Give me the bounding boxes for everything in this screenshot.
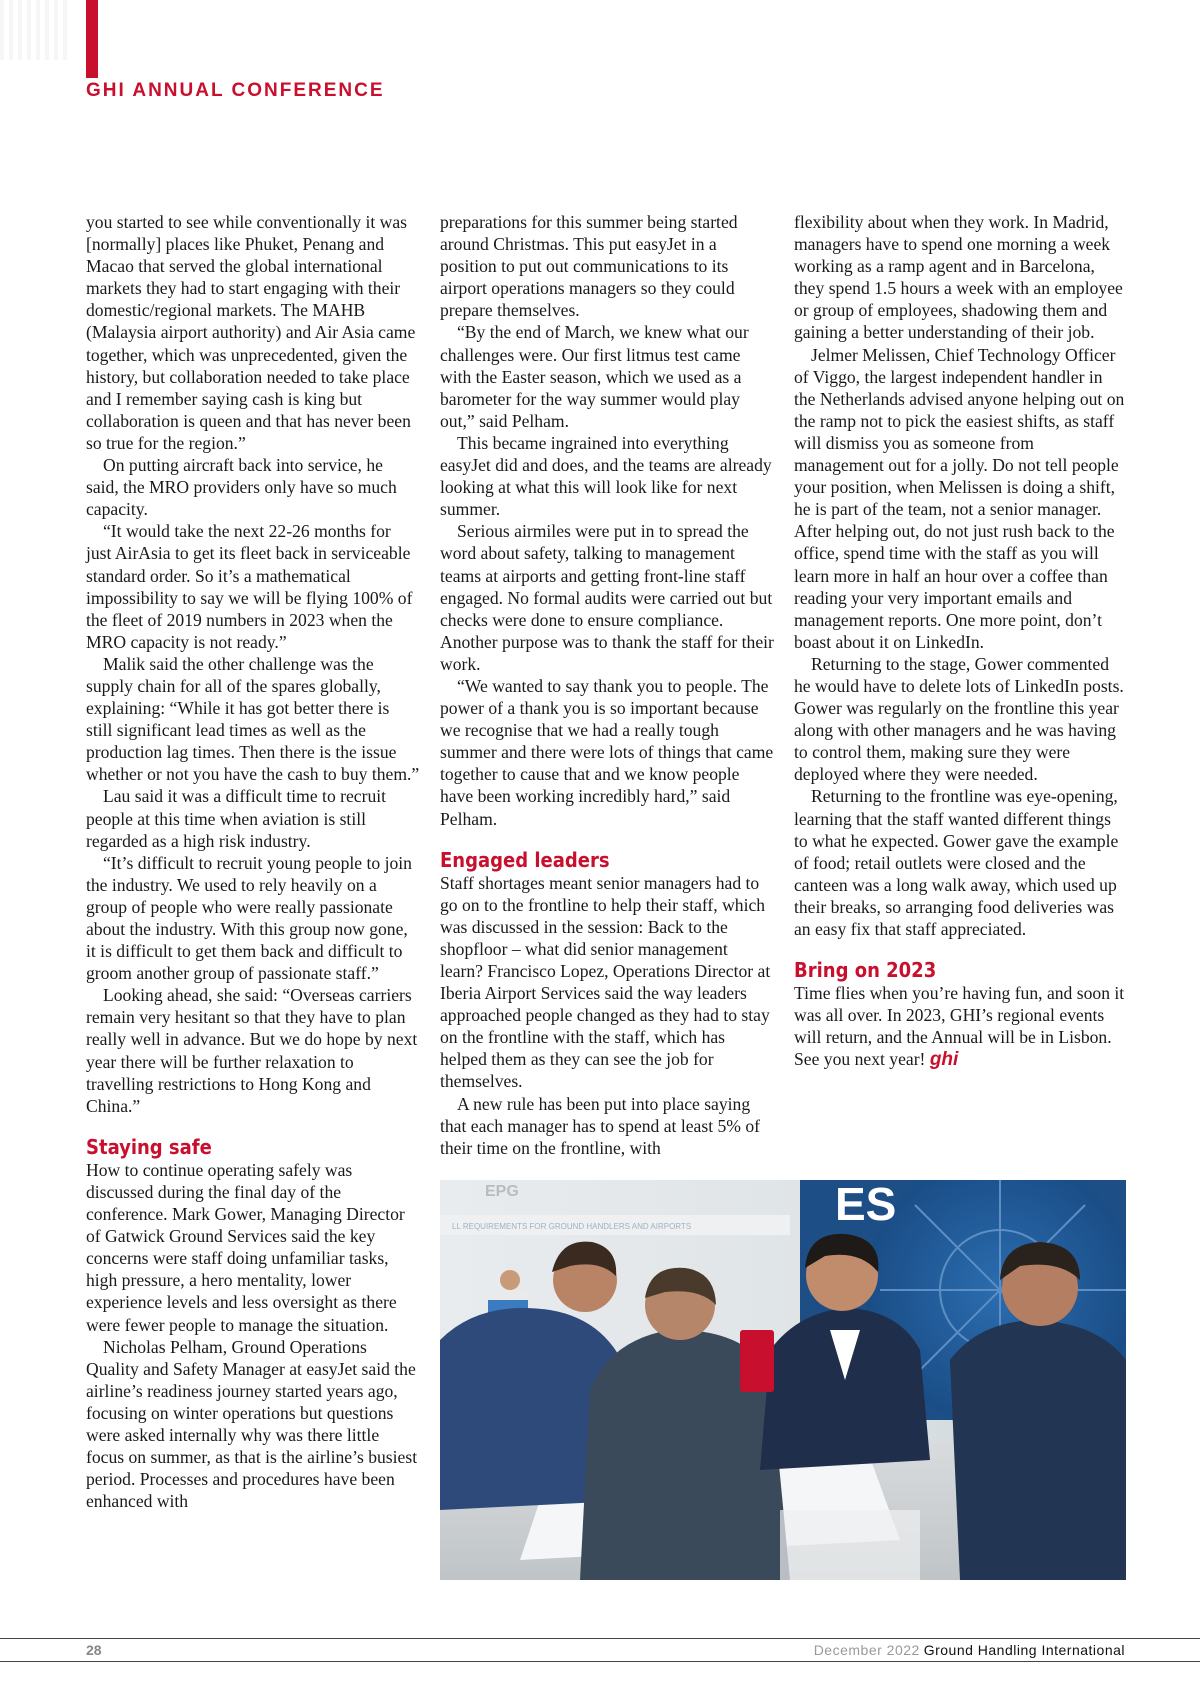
paragraph: flexibility about when they work. In Madrid, managers have to spend one morning a week working as a ramp agent and in Barcelona, they spend 1.5 hours a week with an employee or group of employees, shadowing them and gaining a better understanding of their job.	[794, 212, 1123, 343]
booth-logo-text: ES	[835, 1180, 897, 1230]
background-person-head	[500, 1270, 520, 1290]
paragraph: “It’s difficult to recruit young people to join the industry. We used to rely heavily on a group of people who were really passionate about the industry. With this group now gone, it is difficult to get them back and difficult to groom another group of passionate staff.”	[86, 852, 412, 984]
magazine-title: Ground Handling International	[923, 1642, 1125, 1658]
brochure	[740, 1330, 774, 1392]
issue-date: December 2022	[813, 1642, 920, 1658]
paragraph: you started to see while conventionally it was [normally] places like Phuket, Penang and Macao that served the global international markets they had to start engaging with their domestic/regional markets. The MAHB (Malaysia airport authority) and Air Asia came together, which was unprecedented, given the history, but collaboration needed to take place and I remember saying cash is king but collaboration is queen and that has never been so true for the region.”	[86, 212, 416, 453]
paragraph: Serious airmiles were put in to spread the word about safety, talking to management teams at airports and getting front-line staff engaged. No formal audits were carried out but checks were done to ensure compliance. Another purpose was to thank the staff for their work.	[440, 521, 774, 674]
conference-photo-illustration	[440, 1180, 1126, 1580]
subheading-staying-safe: Staying safe	[86, 1134, 212, 1159]
footer-rule-top	[0, 1638, 1200, 1639]
paragraph: Malik said the other challenge was the supply chain for all of the spares globally, explaining: “While it has got better there is still significant lead times as well as the production lag times. Then there is the issue whether or not you have the cash to buy them.”	[86, 653, 420, 785]
paragraph: Jelmer Melissen, Chief Technology Officer of Viggo, the largest independent handler in the Netherlands advised anyone helping out on the ramp not to pick the easiest shifts, as staff will dismiss you as someone from management out for a jolly. Do not tell people your position, when Melissen is doing a shift, he is part of the team, not a senior manager. After helping out, do not just rush back to the office, spend time with the staff as you will learn more in half an hour over a coffee than reading your very important emails and management reports. One more point, don’t boast about it on LinkedIn.	[794, 344, 1125, 652]
paragraph: preparations for this summer being started around Christmas. This put easyJet in a position to put out communications to its airport operations managers so they could prepare themselves.	[440, 212, 738, 321]
paragraph: “By the end of March, we knew what our challenges were. Our first litmus test came with the Easter season, which we used as a barometer for the way summer would play out,” said Pelham.	[440, 322, 749, 431]
subheading-engaged-leaders: Engaged leaders	[440, 847, 610, 872]
paragraph: Returning to the stage, Gower commented he would have to delete lots of LinkedIn posts. Gower was regularly on the frontline this year along with other managers and he was having to control them, making sure they were deployed where they were needed.	[794, 653, 1124, 785]
foreground-chair	[780, 1510, 920, 1580]
banner-text: LL REQUIREMENTS FOR GROUND HANDLERS AND AIRPORTS	[452, 1222, 692, 1231]
paragraph: “It would take the next 22-26 months for just AirAsia to get its fleet back in serviceable standard order. So it’s a mathematical impossibility to say we will be flying 100% of the fleet of 2019 numbers in 2023 when the MRO capacity is not ready.”	[86, 521, 413, 652]
paragraph: How to continue operating safely was discussed during the final day of the conference. Mark Gower, Managing Director of Gatwick Ground Services said the key concerns were staff doing unfamiliar tasks, high pressure, a hero mentality, lower experience levels and less oversight as there were fewer people to manage the situation.	[86, 1159, 405, 1335]
paragraph: On putting aircraft back into service, he said, the MRO providers only have so much capacity.	[86, 455, 397, 520]
conference-photo	[440, 1180, 1126, 1580]
article-column-1	[86, 211, 420, 1512]
paragraph: Looking ahead, she said: “Overseas carriers remain very hesitant so that they have to plan really well in advance. But we do hope by next year there will be further relaxation to travelling restrictions to Hong Kong and China.”	[86, 985, 418, 1116]
paragraph: Lau said it was a difficult time to recruit people at this time when aviation is still regarded as a high risk industry.	[86, 786, 387, 851]
paragraph: A new rule has been put into place saying that each manager has to spend at least 5% of their time on the frontline, with	[440, 1093, 760, 1158]
ghi-end-mark: ghi	[929, 1049, 959, 1071]
closing-text: Time flies when you’re having fun, and soon it was all over. In 2023, GHI’s regional events will return, and the Annual will be in Lisbon. See you next year!	[794, 983, 1125, 1070]
header-accent-bar	[86, 0, 98, 78]
article-column-3	[794, 211, 1128, 1071]
section-label: GHI ANNUAL CONFERENCE	[86, 80, 385, 101]
person-right-body	[950, 1320, 1126, 1580]
paragraph: Returning to the frontline was eye-opening, learning that the staff wanted different things to what he expected. Gower gave the example of food; retail outlets were closed and the canteen was a long walk away, which used up their breaks, so arranging food deliveries was an easy fix that staff appreciated.	[794, 786, 1119, 939]
footer-credit	[814, 1642, 1125, 1658]
article-column-2	[440, 211, 774, 1159]
corner-decoration	[0, 0, 70, 60]
paragraph: This became ingrained into everything easyJet did and does, and the teams are already looking at what this will look like for next summer.	[440, 432, 772, 520]
paragraph: Nicholas Pelham, Ground Operations Quality and Safety Manager at easyJet said the airline’s readiness journey started years ago, focusing on winter operations but questions were asked internally why was there little focus on summer, as that is the airline’s busiest period. Processes and procedures have been enhanced with	[86, 1336, 418, 1512]
subheading-bring-on-2023: Bring on 2023	[794, 958, 937, 983]
paragraph: “We wanted to say thank you to people. The power of a thank you is so important because we recognise that we had a really tough summer and there were lots of things that came together to cause that and we know people have been working incredibly hard,” said Pelham.	[440, 675, 774, 829]
paragraph	[794, 982, 1128, 1071]
page-number: 28	[86, 1642, 102, 1658]
paragraph: Staff shortages meant senior managers had to go on to the frontline to help their staff, which was discussed in the session: Back to the shopfloor – what did senior management learn? Francisco Lopez, Operations Director at Iberia Airport Services said the way leaders approached people changed as they had to stay on the frontline with the staff, which has helped them as they can see the job for themselves.	[440, 872, 771, 1092]
booth-sign-text: EPG	[485, 1183, 519, 1200]
footer-rule-bottom	[0, 1661, 1200, 1662]
